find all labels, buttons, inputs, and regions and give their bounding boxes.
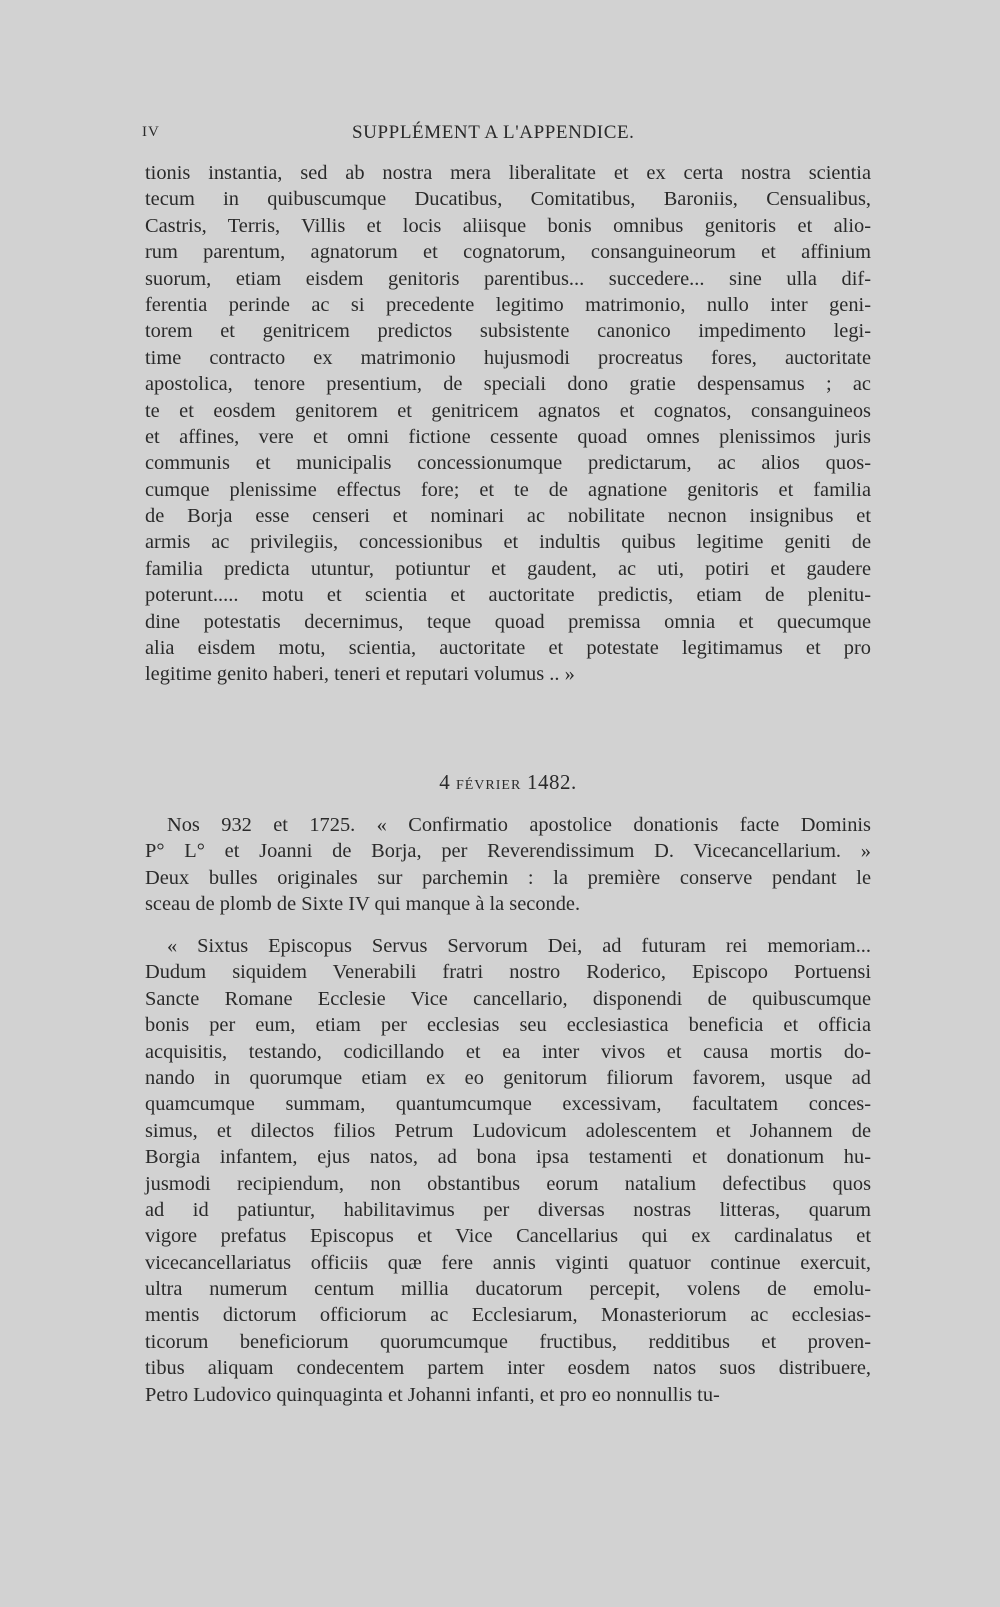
page-number: IV [142, 124, 160, 140]
text-line: time contracto ex matrimonio hujusmodi procreatus fores, auctoritate [145, 346, 871, 369]
text-line: familia predicta utuntur, potiuntur et gaudent, ac uti, potiri et gaudere [145, 557, 871, 580]
date-year: 1482. [527, 770, 577, 794]
text-line: Dudum siquidem Venerabili fratri nostro Roderico, Episcopo Portuensi [145, 961, 871, 984]
text-line: tecum in quibuscumque Ducatibus, Comitatibus, Baroniis, Censualibus, [145, 188, 871, 211]
text-line: Sancte Romane Ecclesie Vice cancellario, disponendi de quibuscumque [145, 987, 871, 1010]
text-line: acquisitis, testando, codicillando et ea inter vivos et causa mortis do- [145, 1040, 871, 1063]
text-line: bonis per eum, etiam per ecclesias seu ecclesiastica beneficia et officia [145, 1014, 871, 1037]
text-line: Nos 932 et 1725. « Confirmatio apostolice donationis facte Dominis [167, 814, 871, 836]
text-line: ticorum beneficiorum quorumcumque fructibus, redditibus et proven- [145, 1330, 871, 1353]
text-line: communis et municipalis concessionumque predictarum, ac alios quos- [145, 452, 871, 475]
page-header [142, 122, 862, 148]
date-month: FÉVRIER [455, 778, 522, 793]
text-line: nando in quorumque etiam ex eo genitorum filiorum favorem, usque ad [145, 1066, 871, 1089]
text-line: apostolica, tenore presentium, de speciali dono gratie despensamus ; ac [145, 373, 871, 396]
text-block-bull-transcription [145, 933, 871, 1408]
text-line: dine potestatis decernimus, teque quoad premissa omnia et quecumque [145, 610, 871, 633]
text-line: jusmodi recipiendum, non obstantibus eorum natalium defectibus quos [145, 1172, 871, 1195]
text-block-document-entry [145, 812, 871, 918]
text-line: vicecancellariatus officiis quæ fere annis viginti quatuor continue exercuit, [145, 1251, 871, 1274]
text-line: mentis dictorum officiorum ac Ecclesiarum, Monasteriorum ac ecclesias- [145, 1304, 871, 1327]
text-line: « Sixtus Episcopus Servus Servorum Dei, ad futuram rei memoriam... [167, 935, 871, 957]
text-line: et affines, vere et omni fictione cessente quoad omnes plenissimos juris [145, 425, 871, 448]
text-line: sceau de plomb de Sixte IV qui manque à la seconde. [145, 893, 581, 916]
text-line: ferentia perinde ac si precedente legitimo matrimonio, nullo inter geni- [145, 293, 871, 316]
text-line: vigore prefatus Episcopus et Vice Cancellarius qui ex cardinalatus et [145, 1225, 871, 1248]
text-line: legitime genito haberi, teneri et reputari volumus .. » [145, 663, 575, 686]
text-line: cumque plenissime effectus fore; et te de agnatione genitoris et familia [145, 478, 871, 501]
text-line: simus, et dilectos filios Petrum Ludovicum adolescentem et Johannem de [145, 1119, 871, 1142]
text-line: Petro Ludovico quinquaginta et Johanni infanti, et pro eo nonnullis tu- [145, 1383, 720, 1406]
text-block-continuation [145, 160, 871, 688]
text-line: Borgia infantem, ejus natos, ad bona ipsa testamenti et donationum hu- [145, 1146, 871, 1169]
text-line: Castris, Terris, Villis et locis aliisque bonis omnibus genitoris et alio- [145, 214, 871, 237]
text-line: armis ac privilegiis, concessionibus et indultis quibus legitime geniti de [145, 531, 871, 554]
text-line: ad id patiuntur, habilitavimus per diversas nostras litteras, quarum [145, 1198, 871, 1221]
date-day: 4 [439, 770, 451, 794]
text-line: quamcumque summam, quantumcumque excessivam, facultatem conces- [145, 1093, 871, 1116]
running-title: SUPPLÉMENT A L'APPENDICE. [352, 122, 635, 143]
text-line: P° L° et Joanni de Borja, per Reverendissimum D. Vicecancellarium. » [145, 840, 871, 863]
date-heading [0, 770, 1000, 795]
text-line: rum parentum, agnatorum et cognatorum, consanguineorum et affinium [145, 241, 871, 264]
text-line: te et eosdem genitorem et genitricem agnatos et cognatos, consanguineos [145, 399, 871, 422]
text-line: Deux bulles originales sur parchemin : la première conserve pendant le [145, 866, 871, 889]
text-line: poterunt..... motu et scientia et auctoritate predictis, etiam de plenitu- [145, 584, 871, 607]
text-line: suorum, etiam eisdem genitoris parentibus... succedere... sine ulla dif- [145, 267, 871, 290]
text-line: tibus aliquam condecentem partem inter eosdem natos suos distribuere, [145, 1357, 871, 1380]
text-line: alia eisdem motu, scientia, auctoritate et potestate legitimamus et pro [145, 637, 871, 660]
text-line: ultra numerum centum millia ducatorum percepit, volens de emolu- [145, 1278, 871, 1301]
text-line: torem et genitricem predictos subsistente canonico impedimento legi- [145, 320, 871, 343]
text-line: tionis instantia, sed ab nostra mera liberalitate et ex certa nostra scientia [145, 162, 871, 184]
text-line: de Borja esse censeri et nominari ac nobilitate necnon insignibus et [145, 505, 871, 528]
